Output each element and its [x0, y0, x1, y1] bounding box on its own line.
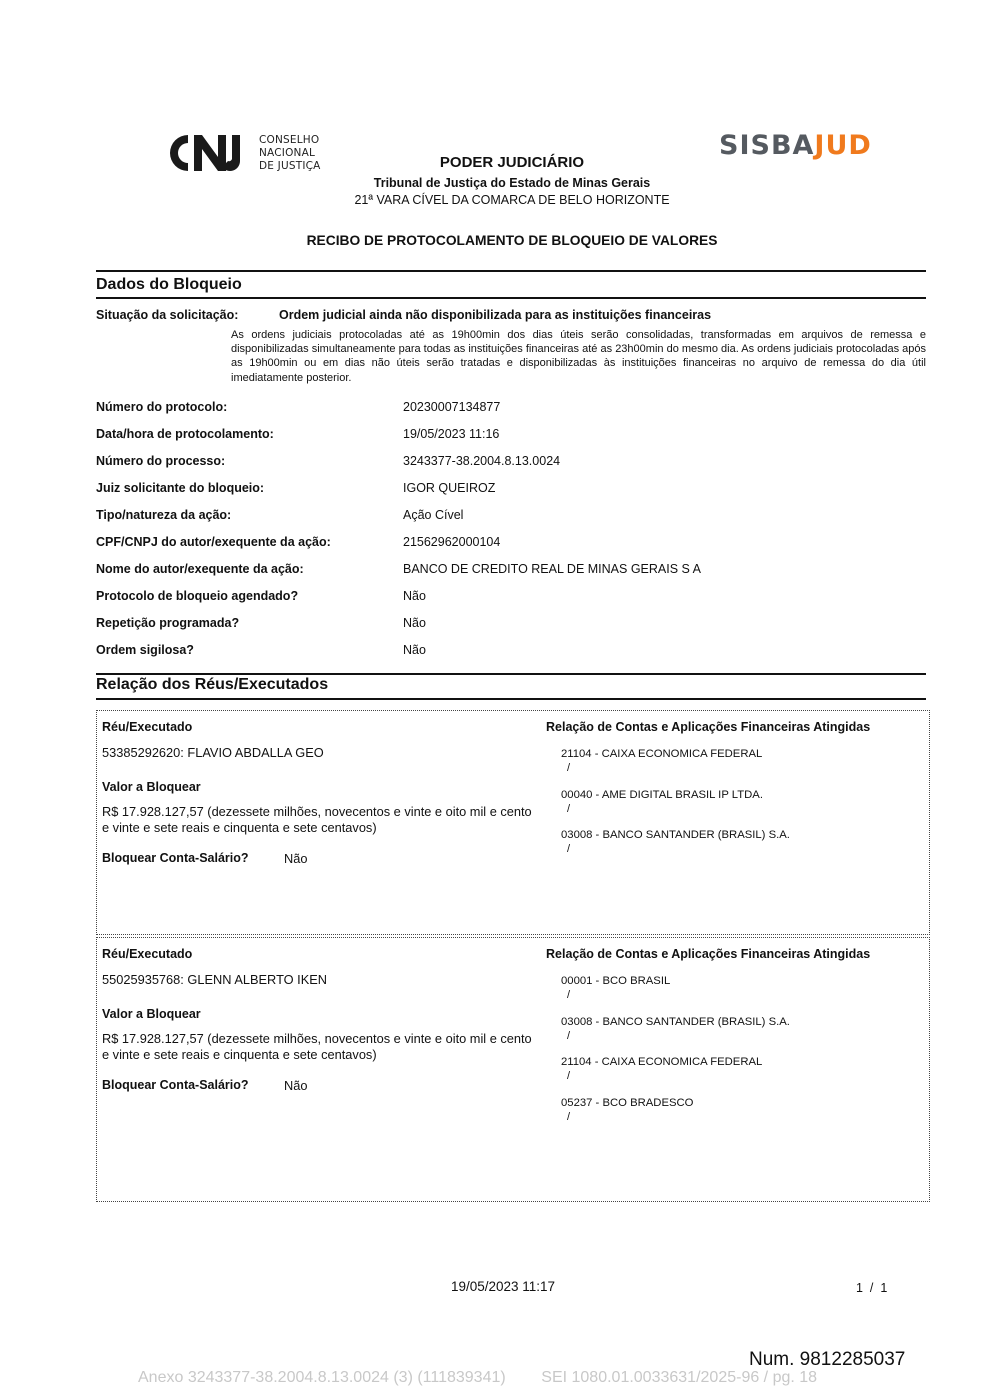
reu-name: 55025935768: GLENN ALBERTO IKEN: [102, 972, 328, 987]
conta-item: 00001 - BCO BRASIL: [561, 975, 671, 987]
conta-item: 21104 - CAIXA ECONOMICA FEDERAL: [561, 748, 763, 760]
field-value: 20230007134877: [403, 400, 501, 414]
reu-name: 53385292620: FLAVIO ABDALLA GEO: [102, 745, 324, 760]
conta-suffix: /: [567, 1030, 571, 1042]
field-label: CPF/CNPJ do autor/exequente da ação:: [96, 535, 331, 549]
footer-date: 19/05/2023 11:17: [450, 1279, 556, 1294]
conta-item: 03008 - BANCO SANTANDER (BRASIL) S.A.: [561, 1016, 790, 1028]
field-label: Data/hora de protocolamento:: [96, 427, 274, 441]
field-value: Não: [403, 643, 426, 657]
header-line-3: 21ª VARA CÍVEL DA COMARCA DE BELO HORIZONTE: [354, 193, 670, 207]
field-label: Número do protocolo:: [96, 400, 228, 414]
conta-item: 00040 - AME DIGITAL BRASIL IP LTDA.: [561, 789, 763, 801]
reu-heading: Réu/Executado: [102, 947, 193, 961]
field-value: 3243377-38.2004.8.13.0024: [403, 454, 561, 468]
conta-suffix: /: [567, 803, 571, 815]
cnj-text-line: NACIONAL: [259, 147, 316, 159]
sisbajud-logo-part-a: SISBA: [719, 130, 815, 161]
conta-suffix: /: [567, 1070, 571, 1082]
conta-suffix: /: [567, 843, 571, 855]
conta-salario-value: Não: [284, 1078, 308, 1093]
field-label: Juiz solicitante do bloqueio:: [96, 481, 265, 495]
contas-heading: Relação de Contas e Aplicações Financeiras Atingidas: [546, 720, 871, 734]
valor-heading: Valor a Bloquear: [102, 1007, 201, 1021]
contas-heading: Relação de Contas e Aplicações Financeiras Atingidas: [546, 947, 871, 961]
field-value: Não: [403, 616, 426, 630]
conta-salario-label: Bloquear Conta-Salário?: [102, 851, 249, 865]
field-label: Ordem sigilosa?: [96, 643, 194, 657]
cnj-text-line: CONSELHO: [259, 134, 320, 146]
document-title: RECIBO DE PROTOCOLAMENTO DE BLOQUEIO DE VALORES: [306, 233, 718, 248]
conta-suffix: /: [567, 989, 571, 1001]
field-value: 19/05/2023 11:16: [403, 427, 500, 441]
footer-page-number: 1 / 1: [856, 1281, 888, 1295]
valor-value: R$ 17.928.127,57 (dezessete milhões, novecentos e vinte e oito mil e cento e vinte e sete reais e cinquenta e sete centavos): [102, 804, 532, 835]
cnj-text-line: DE JUSTIÇA: [259, 160, 321, 172]
section-rule: [96, 270, 926, 272]
sisbajud-logo-part-b: JUD: [814, 130, 872, 161]
reu-card: [96, 937, 930, 1202]
section-title-reus: Relação dos Réus/Executados: [96, 676, 329, 693]
field-label: Número do processo:: [96, 454, 226, 468]
field-value: BANCO DE CREDITO REAL DE MINAS GERAIS S A: [403, 562, 701, 576]
situacao-value: Ordem judicial ainda não disponibilizada para as instituições financeiras: [279, 308, 712, 322]
field-value: 21562962000104: [403, 535, 501, 549]
document-number: Num. 9812285037: [749, 1349, 906, 1370]
section-rule: [96, 297, 926, 299]
conta-salario-label: Bloquear Conta-Salário?: [102, 1078, 249, 1092]
situacao-label: Situação da solicitação:: [96, 308, 239, 322]
field-label: Protocolo de bloqueio agendado?: [96, 589, 299, 603]
situacao-note: As ordens judiciais protocoladas até as 19h00min dos dias úteis serão consolidadas, transformadas em arquivos de remessa e disponibilizadas simultaneamente para todas as instituições financeiras até as 23h00min do mesmo dia. As ordens judiciais protocoladas após as 19h00min ou em dias não úteis serão tratadas e disponibilizadas às instituições financeiras no arquivo de remessa do dia útil imediatamente posterior.: [231, 329, 926, 384]
reu-card: [96, 710, 930, 935]
section-rule: [96, 673, 926, 675]
valor-value: R$ 17.928.127,57 (dezessete milhões, novecentos e vinte e oito mil e cento e vinte e sete reais e cinquenta e sete centavos): [102, 1031, 532, 1062]
annex-stamp: Anexo 3243377-38.2004.8.13.0024 (3) (111839341) SEI 1080.01.0033631/2025-96 / pg. 18: [138, 1369, 818, 1386]
valor-heading: Valor a Bloquear: [102, 780, 201, 794]
conta-suffix: /: [567, 762, 571, 774]
field-value: IGOR QUEIROZ: [403, 481, 496, 495]
section-title-dados: Dados do Bloqueio: [96, 276, 242, 293]
field-label: Nome do autor/exequente da ação:: [96, 562, 304, 576]
conta-item: 03008 - BANCO SANTANDER (BRASIL) S.A.: [561, 829, 790, 841]
field-value: Ação Cível: [403, 508, 464, 522]
conta-item: 05237 - BCO BRADESCO: [561, 1097, 694, 1109]
conta-salario-value: Não: [284, 851, 308, 866]
field-label: Repetição programada?: [96, 616, 240, 630]
conta-suffix: /: [567, 1111, 571, 1123]
reu-heading: Réu/Executado: [102, 720, 193, 734]
header-line-1: PODER JUDICIÁRIO: [439, 154, 585, 171]
section-rule: [96, 698, 926, 700]
header-line-2: Tribunal de Justiça do Estado de Minas Gerais: [373, 176, 651, 190]
field-value: Não: [403, 589, 426, 603]
conta-item: 21104 - CAIXA ECONOMICA FEDERAL: [561, 1056, 763, 1068]
field-label: Tipo/natureza da ação:: [96, 508, 232, 522]
